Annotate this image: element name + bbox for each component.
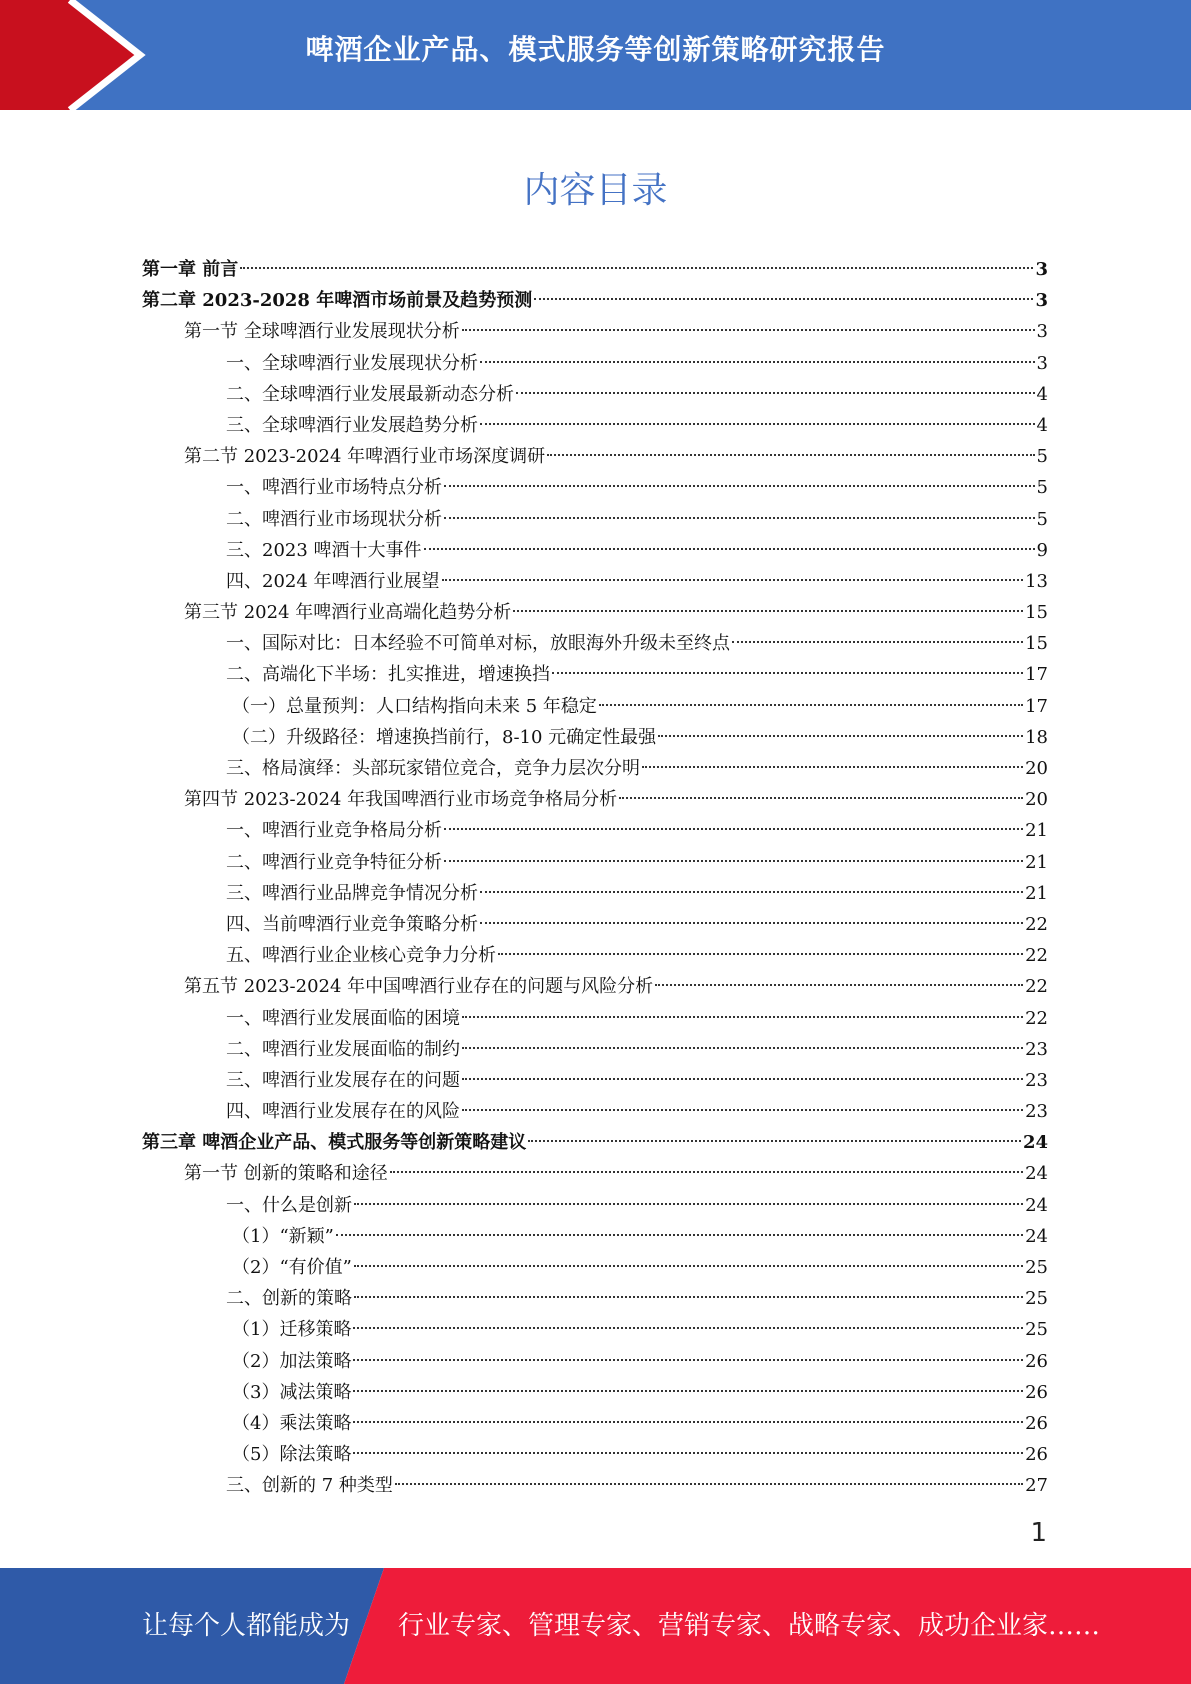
toc-entry-page: 18 <box>1025 726 1048 748</box>
toc-entry-page: 17 <box>1025 695 1048 717</box>
toc-entry[interactable] <box>142 1470 1048 1501</box>
toc-entry[interactable] <box>142 1034 1048 1065</box>
toc-entry[interactable] <box>142 535 1048 566</box>
toc-leader-dots <box>498 953 1023 955</box>
toc-entry-page: 15 <box>1025 602 1048 624</box>
toc-entry[interactable] <box>142 348 1048 379</box>
toc-entry-label: 第四节 2023-2024 年我国啤酒行业市场竞争格局分析 <box>184 789 618 811</box>
toc-entry-label: 四、当前啤酒行业竞争策略分析 <box>226 913 478 935</box>
toc-entry-label: （3）减法策略 <box>232 1381 352 1403</box>
toc-entry-page: 23 <box>1025 1038 1048 1060</box>
toc-entry[interactable] <box>142 691 1048 722</box>
toc-entry[interactable] <box>142 1158 1048 1189</box>
toc-entry-label: 二、高端化下半场：扎实推进，增速换挡 <box>226 664 550 686</box>
toc-entry-label: 第五节 2023-2024 年中国啤酒行业存在的问题与风险分析 <box>184 976 654 998</box>
toc-leader-dots <box>480 891 1023 893</box>
toc-entry-label: 四、2024 年啤酒行业展望 <box>226 570 440 592</box>
toc-leader-dots <box>444 517 1035 519</box>
toc-leader-dots <box>462 1078 1023 1080</box>
toc-entry-label: 第一章 前言 <box>142 259 239 280</box>
toc-entry[interactable] <box>142 909 1048 940</box>
toc-leader-dots <box>599 704 1023 706</box>
red-chevron-icon <box>0 0 160 110</box>
toc-entry-label: （2）“有价值” <box>232 1257 352 1278</box>
toc-entry-page: 13 <box>1025 570 1048 592</box>
toc-entry-page: 17 <box>1025 664 1048 686</box>
toc-entry-label: 第二章 2023-2028 年啤酒市场前景及趋势预测 <box>142 290 533 312</box>
toc-entry-page: 21 <box>1025 851 1048 873</box>
toc-entry-label: 三、全球啤酒行业发展趋势分析 <box>226 414 478 436</box>
footer-slogan-right: 行业专家、管理专家、营销专家、战略专家、成功企业家…… <box>398 1611 1101 1641</box>
toc-entry[interactable] <box>142 254 1048 285</box>
toc-entry[interactable] <box>142 1221 1048 1252</box>
toc-entry-label: 一、什么是创新 <box>226 1194 352 1216</box>
toc-entry-page: 26 <box>1025 1412 1048 1434</box>
toc-entry[interactable] <box>142 753 1048 784</box>
toc-entry-page: 22 <box>1025 945 1048 967</box>
toc-entry[interactable] <box>142 1190 1048 1221</box>
toc-entry[interactable] <box>142 566 1048 597</box>
toc-entry-page: 23 <box>1025 1101 1048 1123</box>
toc-entry[interactable] <box>142 504 1048 535</box>
toc-entry[interactable] <box>142 441 1048 472</box>
toc-entry[interactable] <box>142 472 1048 503</box>
toc-leader-dots <box>480 922 1023 924</box>
toc-entry[interactable] <box>142 1065 1048 1096</box>
toc-leader-dots <box>534 298 1033 300</box>
toc-entry-label: （一）总量预判：人口结构指向未来 5 年稳定 <box>232 695 597 717</box>
toc-leader-dots <box>462 329 1035 331</box>
toc-entry[interactable] <box>142 628 1048 659</box>
toc-leader-dots <box>547 454 1034 456</box>
toc-entry-page: 5 <box>1036 446 1048 468</box>
toc-entry-label: 二、啤酒行业市场现状分析 <box>226 508 442 530</box>
toc-entry[interactable] <box>142 597 1048 628</box>
toc-leader-dots <box>390 1171 1023 1173</box>
toc-entry-label: 第一节 创新的策略和途径 <box>184 1163 388 1185</box>
toc-entry-label: 一、全球啤酒行业发展现状分析 <box>226 352 478 374</box>
toc-entry-page: 22 <box>1025 976 1048 998</box>
toc-leader-dots <box>480 423 1035 425</box>
toc-leader-dots <box>353 1390 1023 1392</box>
toc-leader-dots <box>732 641 1023 643</box>
toc-entry[interactable] <box>142 878 1048 909</box>
toc-leader-dots <box>462 1047 1023 1049</box>
toc-leader-dots <box>353 1359 1023 1361</box>
toc-entry[interactable] <box>142 1252 1048 1283</box>
toc-entry[interactable] <box>142 940 1048 971</box>
toc-entry-page: 4 <box>1036 383 1048 405</box>
toc-entry-page: 26 <box>1025 1381 1048 1403</box>
toc-entry-page: 24 <box>1025 1163 1048 1185</box>
toc-entry-label: 二、啤酒行业发展面临的制约 <box>226 1038 460 1060</box>
toc-entry-label: （二）升级路径：增速换挡前行，8-10 元确定性最强 <box>232 726 657 748</box>
toc-entry[interactable] <box>142 847 1048 878</box>
toc-entry-page: 22 <box>1025 1007 1048 1029</box>
toc-entry-page: 20 <box>1025 758 1048 779</box>
toc-entry-page: 9 <box>1036 539 1048 561</box>
toc-leader-dots <box>424 548 1035 550</box>
footer-slogan-left: 让每个人都能成为 <box>142 1611 351 1641</box>
toc-entry-label: 二、全球啤酒行业发展最新动态分析 <box>226 383 514 405</box>
toc-entry-label: 三、2023 啤酒十大事件 <box>226 539 422 561</box>
toc-entry-label: 三、格局演绎：头部玩家错位竞合，竞争力层次分明 <box>226 758 640 779</box>
toc-entry-page: 21 <box>1025 882 1048 904</box>
toc-entry[interactable] <box>142 1314 1048 1345</box>
toc-entry-label: 三、啤酒行业品牌竞争情况分析 <box>226 882 478 904</box>
toc-leader-dots <box>444 860 1023 862</box>
header-band <box>0 0 1191 110</box>
toc-entry-page: 25 <box>1025 1257 1048 1278</box>
toc-entry-page: 3 <box>1035 290 1048 312</box>
toc-leader-dots <box>444 828 1023 830</box>
toc-entry-page: 3 <box>1036 321 1048 343</box>
toc-leader-dots <box>353 1327 1023 1329</box>
toc-leader-dots <box>353 1421 1023 1423</box>
toc-leader-dots <box>516 392 1035 394</box>
toc-leader-dots <box>240 267 1033 269</box>
toc-leader-dots <box>336 1234 1023 1236</box>
toc-entry-page: 26 <box>1025 1444 1048 1466</box>
toc-entry[interactable] <box>142 971 1048 1002</box>
toc-leader-dots <box>354 1203 1023 1205</box>
toc-entry-label: 二、啤酒行业竞争特征分析 <box>226 851 442 873</box>
toc-entry-page: 20 <box>1025 789 1048 811</box>
toc-entry-page: 4 <box>1036 414 1048 436</box>
toc-entry[interactable] <box>142 1096 1048 1127</box>
toc-entry-label: 一、啤酒行业市场特点分析 <box>226 477 442 499</box>
toc-entry[interactable] <box>142 1127 1048 1158</box>
toc-entry-page: 25 <box>1025 1319 1048 1341</box>
toc-entry-label: 三、啤酒行业发展存在的问题 <box>226 1069 460 1091</box>
toc-entry-page: 26 <box>1025 1350 1048 1372</box>
toc-leader-dots <box>353 1452 1023 1454</box>
toc-heading: 内容目录 <box>523 170 668 211</box>
toc-entry-page: 22 <box>1025 913 1048 935</box>
toc-entry-page: 21 <box>1025 820 1048 842</box>
toc-entry-page: 24 <box>1025 1225 1048 1247</box>
toc-entry-page: 15 <box>1025 633 1048 655</box>
toc-leader-dots <box>462 1109 1023 1111</box>
toc-leader-dots <box>480 361 1035 363</box>
toc-entry[interactable] <box>142 1408 1048 1439</box>
toc-leader-dots <box>395 1483 1023 1485</box>
toc-entry-label: 一、啤酒行业发展面临的困境 <box>226 1007 460 1029</box>
toc-entry[interactable] <box>142 410 1048 441</box>
toc-entry[interactable] <box>142 316 1048 347</box>
toc-entry-label: （4）乘法策略 <box>232 1412 352 1434</box>
toc-entry-label: 第三节 2024 年啤酒行业高端化趋势分析 <box>184 602 512 624</box>
toc-entry[interactable] <box>142 722 1048 753</box>
toc-leader-dots <box>658 735 1023 737</box>
toc-entry-label: 第三章 啤酒企业产品、模式服务等创新策略建议 <box>142 1132 527 1154</box>
toc-leader-dots <box>655 984 1023 986</box>
toc-entry-label: 三、创新的 7 种类型 <box>226 1475 393 1497</box>
toc-entry-label: 二、创新的策略 <box>226 1288 352 1310</box>
toc-leader-dots <box>619 797 1023 799</box>
toc-entry[interactable] <box>142 784 1048 815</box>
toc-entry-label: 一、国际对比：日本经验不可简单对标，放眼海外升级未至终点 <box>226 633 730 655</box>
toc-entry-label: 第二节 2023-2024 年啤酒行业市场深度调研 <box>184 446 546 468</box>
toc-entry-label: （2）加法策略 <box>232 1350 352 1372</box>
toc-entry-label: 一、啤酒行业竞争格局分析 <box>226 820 442 842</box>
toc-leader-dots <box>462 1016 1023 1018</box>
toc-entry[interactable] <box>142 1377 1048 1408</box>
toc-entry[interactable] <box>142 285 1048 316</box>
toc-entry-page: 27 <box>1025 1475 1048 1497</box>
toc-entry-label: （1）迁移策略 <box>232 1319 352 1341</box>
report-title: 啤酒企业产品、模式服务等创新策略研究报告 <box>305 33 886 66</box>
table-of-contents <box>142 254 1048 1502</box>
toc-leader-dots <box>642 766 1023 768</box>
toc-entry[interactable] <box>142 379 1048 410</box>
toc-leader-dots <box>528 1140 1021 1142</box>
toc-leader-dots <box>442 579 1024 581</box>
toc-entry-page: 24 <box>1022 1132 1048 1154</box>
page-number: 1 <box>1030 1518 1047 1548</box>
toc-entry-label: 第一节 全球啤酒行业发展现状分析 <box>184 321 460 343</box>
toc-entry-label: （1）“新颖” <box>232 1225 334 1247</box>
toc-entry-page: 5 <box>1036 508 1048 530</box>
toc-entry-page: 3 <box>1035 259 1048 280</box>
toc-entry-page: 5 <box>1036 477 1048 499</box>
toc-entry-page: 23 <box>1025 1069 1048 1091</box>
toc-leader-dots <box>552 672 1023 674</box>
toc-entry-label: （5）除法策略 <box>232 1444 352 1466</box>
toc-leader-dots <box>513 610 1023 612</box>
toc-entry-page: 3 <box>1036 352 1048 374</box>
toc-entry[interactable] <box>142 659 1048 690</box>
toc-entry[interactable] <box>142 815 1048 846</box>
toc-entry-label: 五、啤酒行业企业核心竞争力分析 <box>226 945 496 967</box>
toc-leader-dots <box>354 1265 1023 1267</box>
toc-entry[interactable] <box>142 1346 1048 1377</box>
toc-entry[interactable] <box>142 1283 1048 1314</box>
toc-leader-dots <box>444 485 1035 487</box>
toc-entry[interactable] <box>142 1439 1048 1470</box>
footer-band <box>0 1568 1191 1684</box>
toc-entry[interactable] <box>142 1003 1048 1034</box>
toc-entry-label: 四、啤酒行业发展存在的风险 <box>226 1101 460 1123</box>
toc-entry-page: 25 <box>1025 1288 1048 1310</box>
toc-entry-page: 24 <box>1025 1194 1048 1216</box>
toc-leader-dots <box>354 1296 1023 1298</box>
